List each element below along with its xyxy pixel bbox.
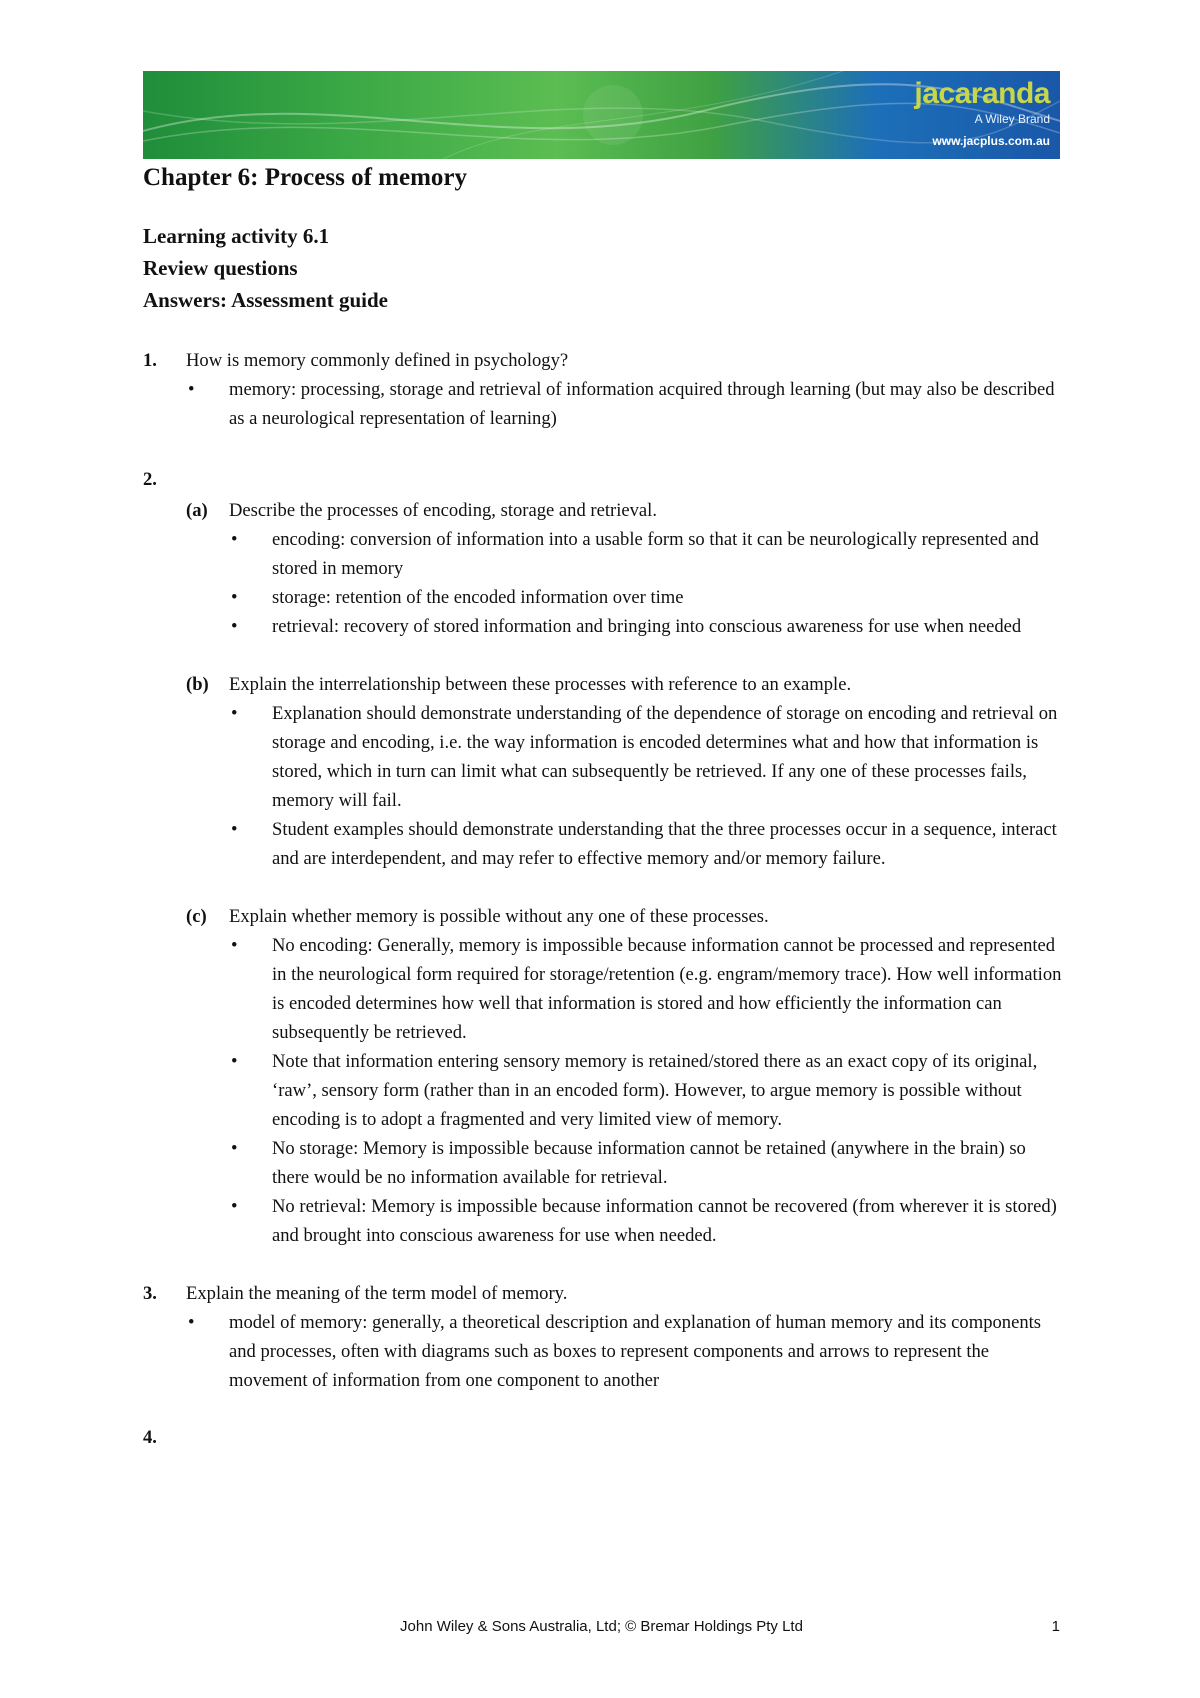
brand-url: www.jacplus.com.au xyxy=(932,134,1050,148)
bullet-icon: • xyxy=(188,1312,195,1333)
answer-list xyxy=(229,931,1063,1250)
answer-bullet: • Student examples should demonstrate understanding that the three processes occur in a sequence, interact and are interdependent, and may refer to effective memory and/or memory failure. xyxy=(229,815,1063,873)
answer-list xyxy=(229,525,1063,641)
header-banner xyxy=(143,71,1060,159)
brand-logo-text: jacaranda xyxy=(914,77,1050,110)
page-number: 1 xyxy=(1051,1618,1060,1635)
question-number: 4. xyxy=(143,1427,157,1448)
bullet-icon: • xyxy=(231,616,238,637)
question-number: 3. xyxy=(143,1283,157,1304)
question-text: Explain the meaning of the term model of memory. xyxy=(186,1283,568,1304)
question-4 xyxy=(143,1423,1063,1452)
question-2c xyxy=(143,902,1063,931)
question-2a xyxy=(143,496,1063,525)
subquestion-text: Explain whether memory is possible without any one of these processes. xyxy=(229,906,769,927)
document-body xyxy=(143,160,1063,1452)
answer-bullet: • retrieval: recovery of stored information and bringing into conscious awareness for use when needed xyxy=(229,612,1063,641)
answer-bullet: • model of memory: generally, a theoretical description and explanation of human memory and its components and processes, often with diagrams such as boxes to represent components and arrows to represent the movement of information from one component to another xyxy=(186,1308,1063,1395)
brand-tagline: A Wiley Brand xyxy=(974,112,1050,126)
bullet-icon: • xyxy=(231,703,238,724)
answer-bullet: • memory: processing, storage and retrieval of information acquired through learning (but may also be described as a neurological representation of learning) xyxy=(186,375,1063,433)
brand-block xyxy=(914,79,1050,149)
bullet-icon: • xyxy=(188,379,195,400)
subquestion-text: Explain the interrelationship between these processes with reference to an example. xyxy=(229,674,852,695)
subquestion-text: Describe the processes of encoding, storage and retrieval. xyxy=(229,500,658,521)
answer-bullet: • Explanation should demonstrate understanding of the dependence of storage on encoding and retrieval on storage and encoding, i.e. the way information is encoded determines what and how that information is stored, which in turn can limit what can subsequently be retrieved. If any one of these processes fails, memory will fail. xyxy=(229,699,1063,815)
bullet-icon: • xyxy=(231,935,238,956)
answer-bullet: • No storage: Memory is impossible because information cannot be retained (anywhere in the brain) so there would be no information available for retrieval. xyxy=(229,1134,1063,1192)
answer-list xyxy=(186,1308,1063,1395)
question-1 xyxy=(143,346,1063,375)
answer-list xyxy=(186,375,1063,433)
bullet-icon: • xyxy=(231,1051,238,1072)
answer-list xyxy=(229,699,1063,873)
question-text: How is memory commonly defined in psychology? xyxy=(186,350,569,371)
footer-copyright: John Wiley & Sons Australia, Ltd; © Bremar Holdings Pty Ltd xyxy=(400,1618,803,1635)
question-number: 2. xyxy=(143,469,157,490)
subquestion-label: (c) xyxy=(186,906,207,927)
answer-bullet: • Note that information entering sensory memory is retained/stored there as an exact copy of its original, ‘raw’, sensory form (rather than in an encoded form). However, to argue memory is possible without encoding is to adopt a fragmented and very limited view of memory. xyxy=(229,1047,1063,1134)
answer-bullet: • storage: retention of the encoded information over time xyxy=(229,583,1063,612)
page-footer xyxy=(143,1618,1060,1642)
answer-bullet: • encoding: conversion of information into a usable form so that it can be neurologically represented and stored in memory xyxy=(229,525,1063,583)
answers-heading: Answers: Assessment guide xyxy=(143,288,389,312)
bullet-icon: • xyxy=(231,1138,238,1159)
question-3 xyxy=(143,1279,1063,1308)
activity-headings xyxy=(143,220,1063,316)
subquestion-label: (a) xyxy=(186,500,208,521)
activity-subtitle: Review questions xyxy=(143,256,298,280)
bullet-icon: • xyxy=(231,1196,238,1217)
question-2b xyxy=(143,670,1063,699)
bullet-icon: • xyxy=(231,587,238,608)
activity-title: Learning activity 6.1 xyxy=(143,224,330,248)
answer-bullet: • No encoding: Generally, memory is impossible because information cannot be processed and represented in the neurological form required for storage/retention (e.g. engram/memory trace). How well information is encoded determines how well that information is stored and how efficiently the information can subsequently be retrieved. xyxy=(229,931,1063,1047)
chapter-title: Chapter 6: Process of memory xyxy=(143,164,467,191)
question-2 xyxy=(143,465,1063,494)
answer-bullet: • No retrieval: Memory is impossible because information cannot be recovered (from wherever it is stored) and brought into conscious awareness for use when needed. xyxy=(229,1192,1063,1250)
bullet-icon: • xyxy=(231,529,238,550)
bullet-icon: • xyxy=(231,819,238,840)
subquestion-label: (b) xyxy=(186,674,209,695)
question-number: 1. xyxy=(143,350,157,371)
